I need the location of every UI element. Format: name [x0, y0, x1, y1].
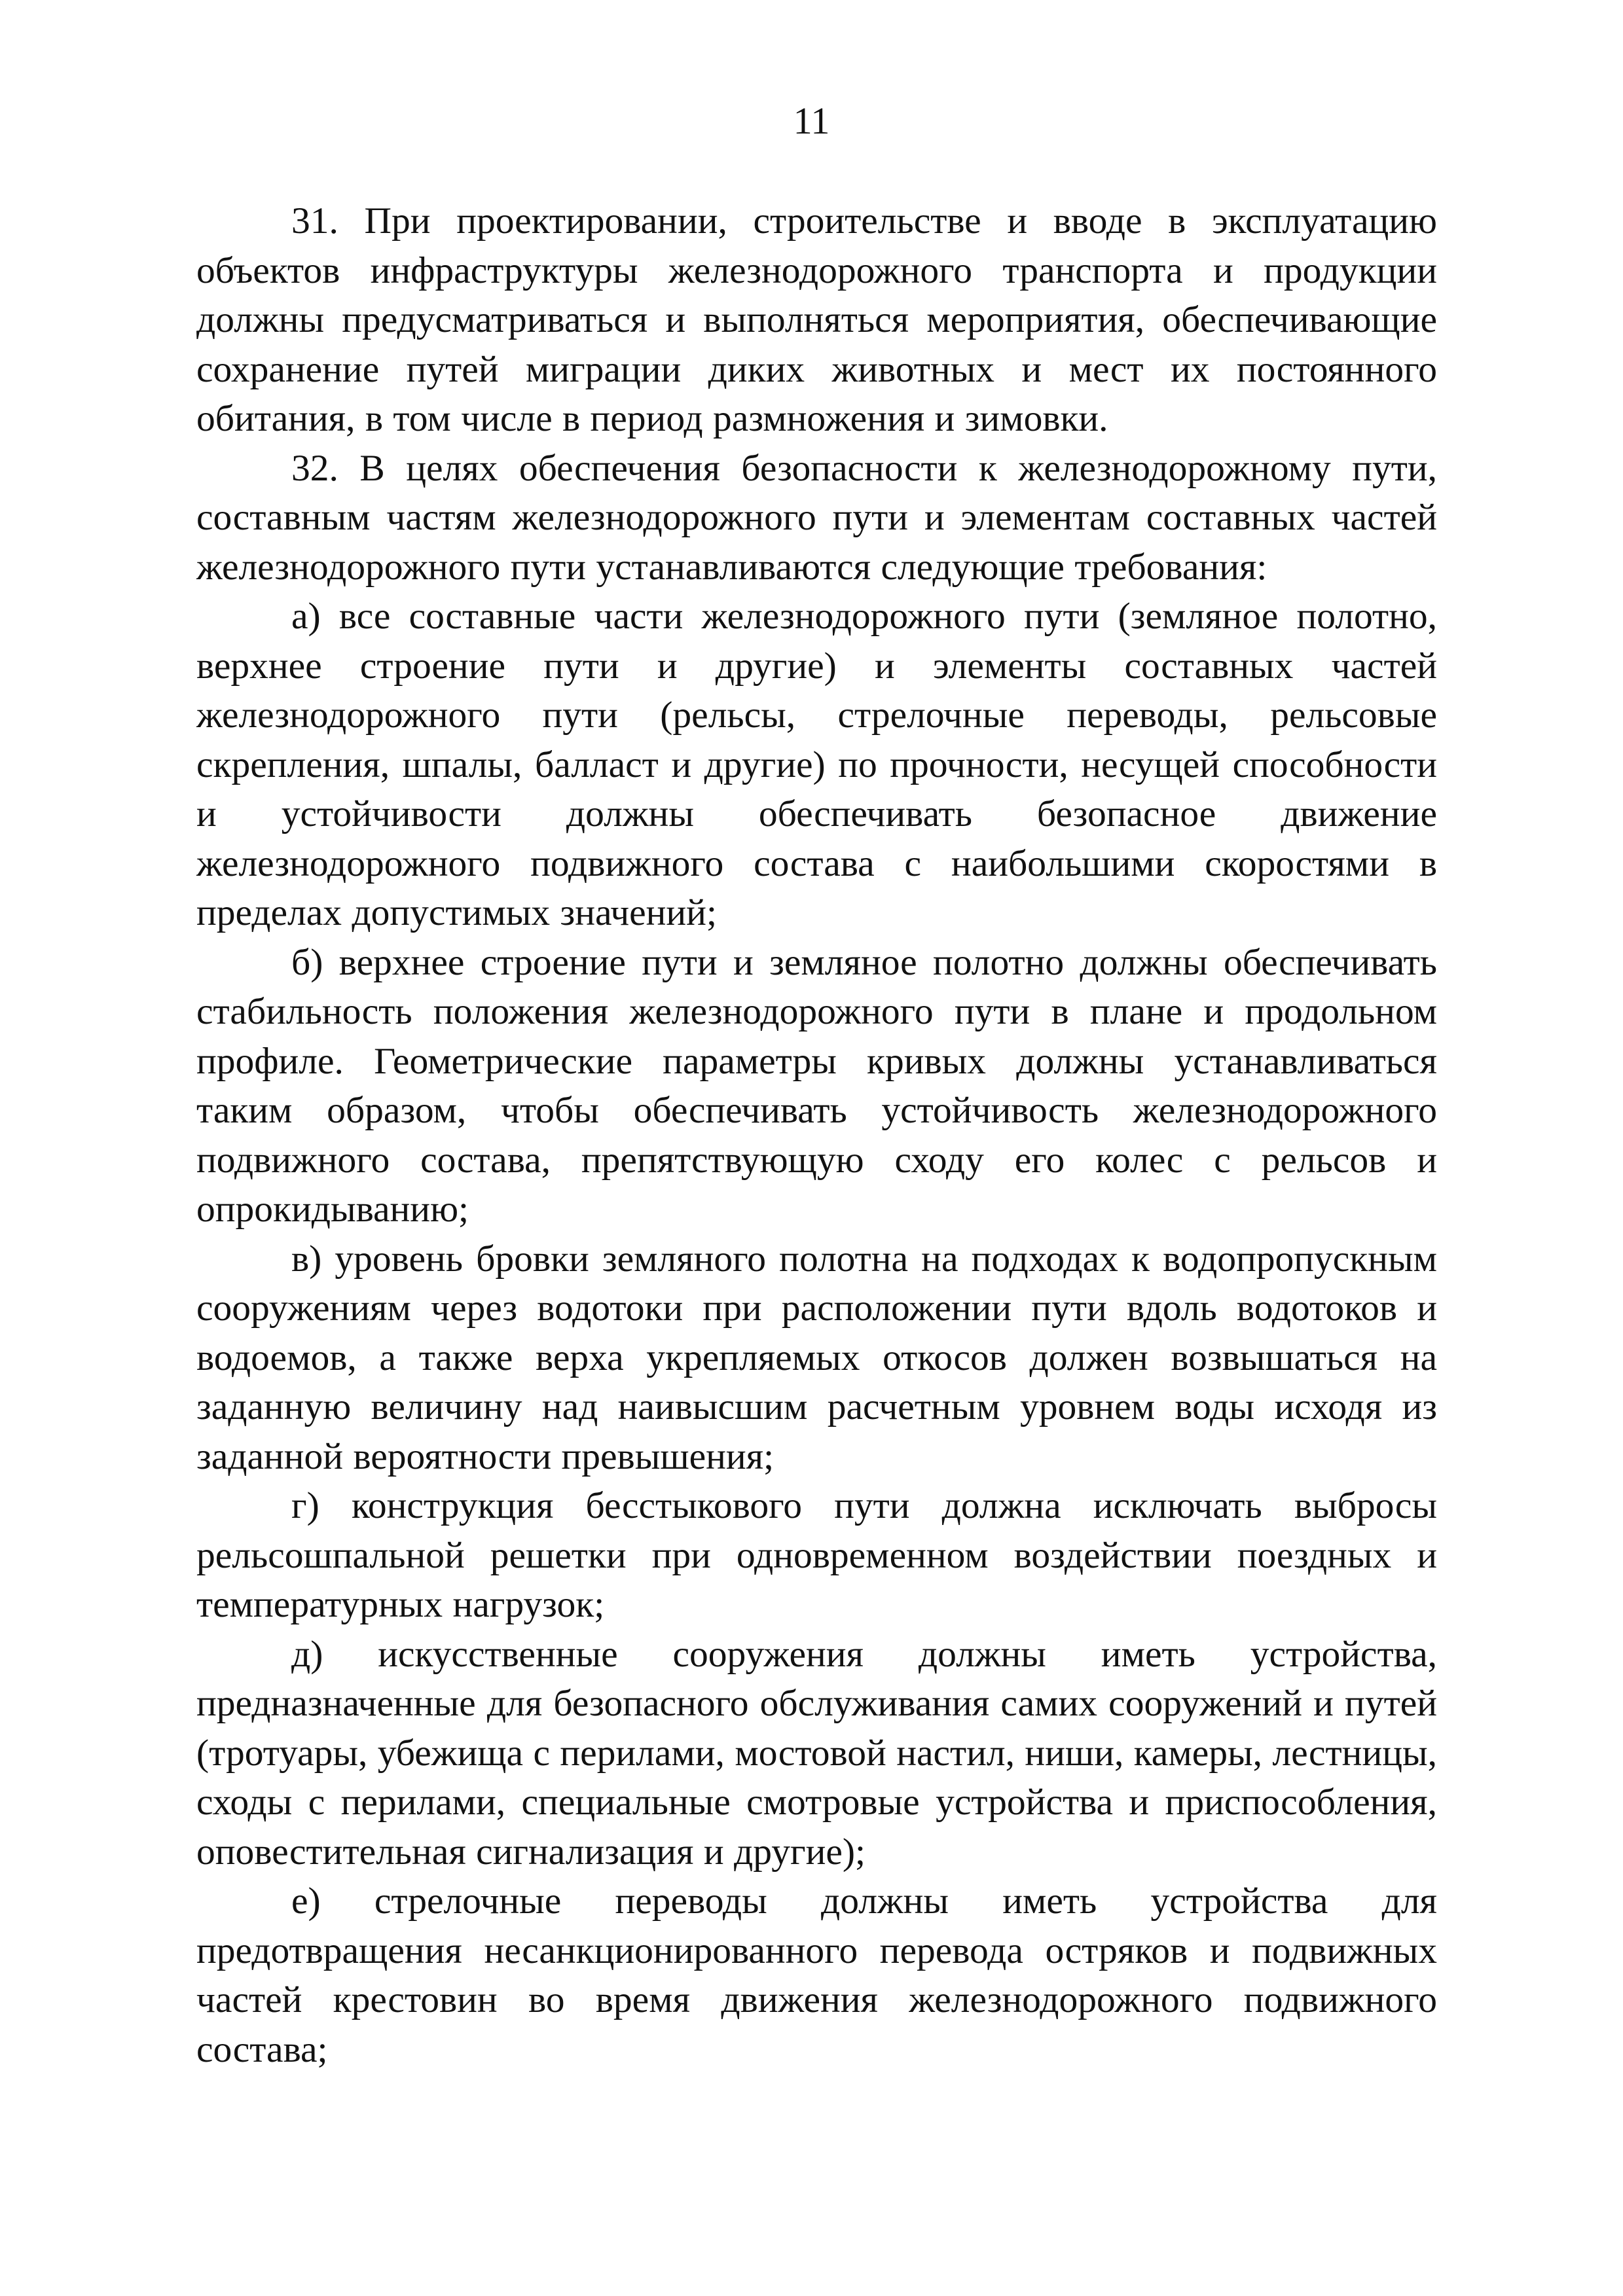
- list-item-d: д) искусственные сооружения должны иметь устройства, предназначенные для безопасного обслуживания самих сооружений и путей (тротуары, убежища с перилами, мостовой настил, ниши, камеры, лестницы, сходы с перилами, специальные смотровые устройства и приспособления, оповестительная сигнализация и другие);: [196, 1633, 1437, 1873]
- page-number: 11: [793, 99, 830, 142]
- list-item-e: е) стрелочные переводы должны иметь устройства для предотвращения несанкционированного перевода остряков и подвижных частей крестовин во время движения железнодорожного подвижного состава;: [196, 1880, 1437, 2070]
- list-item-v: в) уровень бровки земляного полотна на подходах к водопропускным сооружениям через водотоки при расположении пути вдоль водотоков и водоемов, а также верха укрепляемых откосов должен возвышаться на заданную величину над наивысшим расчетным уровнем воды исходя из заданной вероятности превышения;: [196, 1238, 1437, 1477]
- list-item-g: г) конструкция бесстыкового пути должна исключать выбросы рельсошпальной решетки при одновременном воздействии поездных и температурных нагрузок;: [196, 1485, 1437, 1625]
- list-item-b: б) верхнее строение пути и земляное полотно должны обеспечивать стабильность положения железнодорожного пути в плане и продольном профиле. Геометрические параметры кривых должны устанавливаться таким образом, чтобы обеспечивать устойчивость железнодорожного подвижного состава, препятствующую сходу его колес с рельсов и опрокидыванию;: [196, 941, 1437, 1230]
- paragraph-32: 32. В целях обеспечения безопасности к железнодорожному пути, составным частям железнодорожного пути и элементам составных частей железнодорожного пути устанавливаются следующие требования:: [196, 447, 1437, 588]
- document-body: [196, 196, 1437, 2074]
- list-item-a: а) все составные части железнодорожного пути (земляное полотно, верхнее строение пути и другие) и элементы составных частей железнодорожного пути (рельсы, стрелочные переводы, рельсовые скрепления, шпалы, балласт и другие) по прочности, несущей способности и устойчивости должны обеспечивать безопасное движение железнодорожного подвижного состава с наибольшими скоростями в пределах допустимых значений;: [196, 596, 1437, 933]
- paragraph-31: 31. При проектировании, строительстве и вводе в эксплуатацию объектов инфраструктуры железнодорожного транспорта и продукции должны предусматриваться и выполняться мероприятия, обеспечивающие сохранение путей миграции диких животных и мест их постоянного обитания, в том числе в период размножения и зимовки.: [196, 200, 1437, 439]
